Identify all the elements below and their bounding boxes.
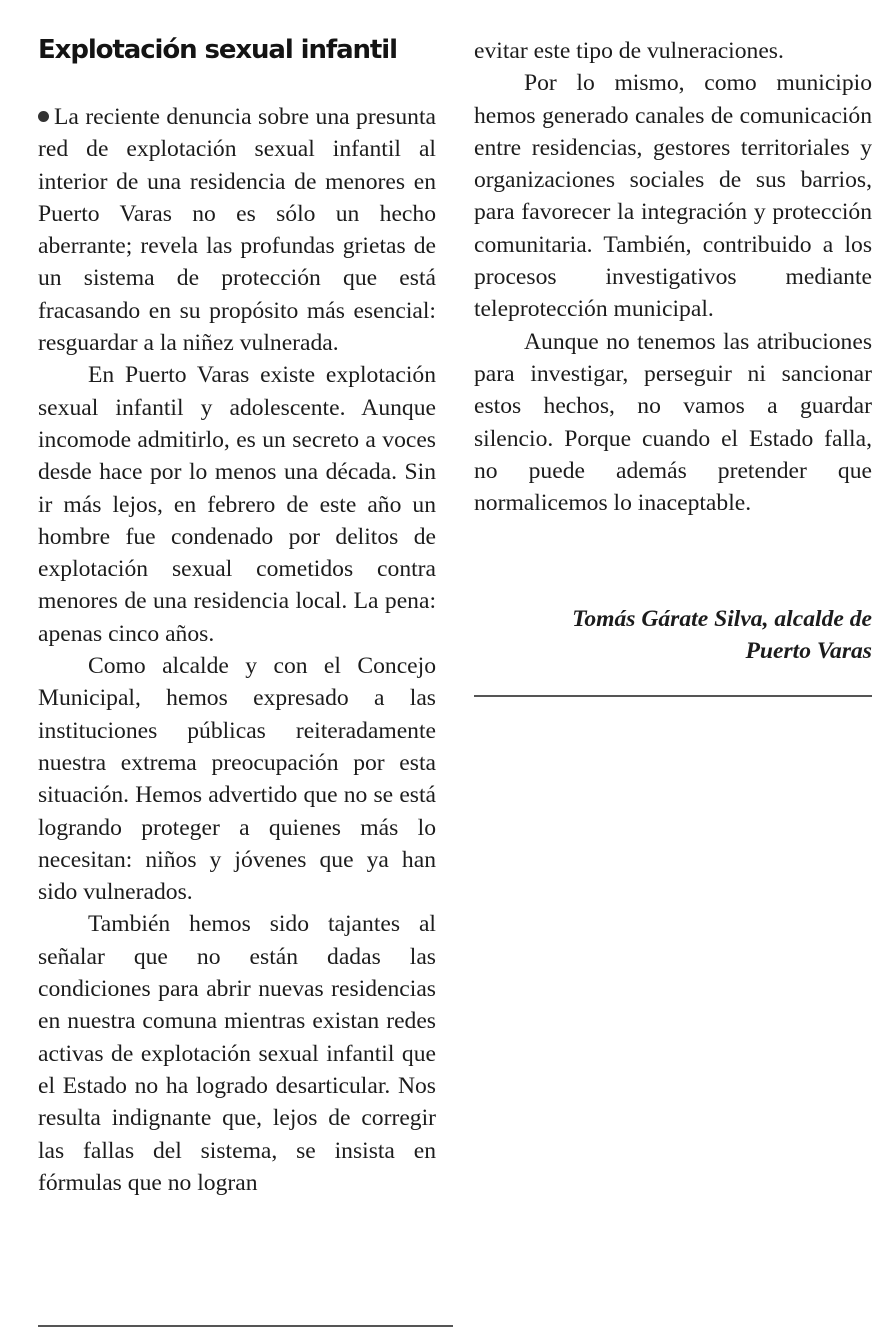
paragraph-lead-text: La reciente denuncia sobre una presunta red de explotación sexual infantil al interior de una residencia de menores en Puerto Varas no es sólo un hecho aberrante; revela las profundas grietas de un sistema de protección que está fracasando en su propósito más esencial: resguardar a la niñez vulnerada. bbox=[38, 104, 436, 357]
paragraph-2: En Puerto Varas existe explotación sexual infantil y adolescente. Aunque incomode admitirlo, es un secreto a voces desde hace por lo menos una década. Sin ir más lejos, en febrero de este año un hombre fue condenado por delitos de explotación sexual cometidos contra menores de una residencia local. La pena: apenas cinco años. bbox=[38, 362, 436, 647]
signature-line-2: Puerto Varas bbox=[745, 638, 872, 665]
right-column-text bbox=[474, 35, 872, 519]
paragraph-6: Aunque no tenemos las atribuciones para investigar, perseguir ni sancionar estos hechos, no vamos a guardar silencio. Porque cuando el Estado falla, no puede además pretender que normalicemos lo inaceptable. bbox=[474, 328, 872, 517]
signature-line-1: Tomás Gárate Silva, alcalde de bbox=[572, 606, 872, 632]
paragraph-5: Por lo mismo, como municipio hemos generado canales de comunicación entre residencias, gestores territoriales y organizaciones sociales de sus barrios, para favorecer la integración y protección comunitaria. También, contribuido a los procesos investigativos mediante teleprotección municipal. bbox=[474, 70, 872, 323]
paragraph-3: Como alcalde y con el Concejo Municipal, hemos expresado a las instituciones públicas reiteradamente nuestra extrema preocupación por esta situación. Hemos advertido que no se está logrando proteger a quienes más lo necesitan: niños y jóvenes que ya han sido vulnerados. bbox=[38, 653, 436, 906]
right-column-divider bbox=[474, 695, 872, 697]
bullet-icon bbox=[38, 111, 49, 122]
author-signature bbox=[474, 603, 872, 668]
left-column-divider bbox=[38, 1325, 453, 1327]
paragraph-4: También hemos sido tajantes al señalar que no están dadas las condiciones para abrir nuevas residencias en nuestra comuna mientras existan redes activas de explotación sexual infantil que el Estado no ha logrado desarticular. Nos resulta indignante que, lejos de corregir las fallas del sistema, se insista en fórmulas que no logran bbox=[38, 911, 436, 1196]
paragraph-lead bbox=[38, 101, 436, 359]
left-column-text bbox=[38, 101, 436, 1199]
paragraph-4-continued: evitar este tipo de vulneraciones. bbox=[474, 38, 784, 64]
article-headline: Explotación sexual infantil bbox=[38, 35, 397, 65]
